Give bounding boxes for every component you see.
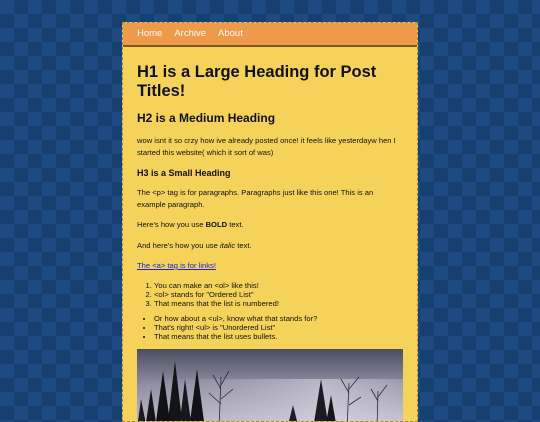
bold-prefix: Here's how you use (137, 220, 206, 229)
bold-word: BOLD (206, 220, 228, 229)
italic-prefix: And here's how you use (137, 241, 220, 250)
top-nav (123, 23, 417, 47)
p-tag-paragraph: The <p> tag is for paragraphs. Paragraphs just like this one! This is an example paragraph. (137, 187, 403, 210)
intro-paragraph: wow isnt it so crzy how ive already posted once! it feels like yesterdayw hen I started this website( which it sort of was) (137, 135, 403, 158)
list-item: 2. <ol> stands for "Ordered List" (154, 290, 403, 299)
nav-about-link[interactable]: About (218, 23, 243, 45)
nav-archive-link[interactable]: Archive (174, 23, 206, 45)
medium-heading: H2 is a Medium Heading (137, 111, 403, 126)
list-item: 3. That means that the list is numbered! (154, 299, 403, 308)
link-paragraph (137, 260, 403, 272)
main-content (123, 47, 417, 422)
nav-home-link[interactable]: Home (137, 23, 162, 45)
unordered-list (137, 314, 403, 341)
list-item: 1. You can make an <ol> like this! (154, 281, 403, 290)
example-link[interactable]: The <a> tag is for links! (137, 261, 216, 270)
bold-example (137, 219, 403, 231)
page-container (122, 22, 418, 422)
post-title: H1 is a Large Heading for Post Titles! (137, 63, 403, 101)
italic-example (137, 240, 403, 252)
list-item: • That means that the list uses bullets. (154, 332, 403, 341)
small-heading: H3 is a Small Heading (137, 167, 403, 179)
bold-suffix: text. (227, 220, 243, 229)
italic-word: italic (220, 241, 235, 250)
post-photo-image (137, 349, 403, 422)
italic-suffix: text. (235, 241, 251, 250)
list-item: • That's right! <ul> is "Unordered List" (154, 323, 403, 332)
list-item: • Or how about a <ul>, know what that stands for? (154, 314, 403, 323)
ordered-list (137, 281, 403, 308)
